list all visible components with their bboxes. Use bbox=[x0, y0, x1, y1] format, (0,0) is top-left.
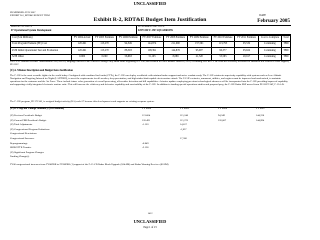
cost-header-cell: FY 2008 Estimate bbox=[164, 36, 188, 42]
summary-row-value: 17,300 bbox=[180, 137, 187, 140]
summary-row-label: SBIR/STTR Transfer bbox=[10, 146, 32, 150]
section-a-paragraph-2: The F-15E program, PE 271345, is assigned budget activity (BA) code 07 because this development work supports an existing weapons system. bbox=[10, 100, 155, 103]
intro-paragraph: The FY05 National Defense Authorization Act (NDAA) language directed F&E centers to change only about some beginning in FY06; this resulted in a new balance transfer (ABT) of funding over the FYDP from the accessory accounts for sustained test centers to O&E support, PE 0207. bbox=[10, 60, 290, 67]
cost-cell: 31,103 bbox=[140, 54, 164, 60]
cost-cell: TBD bbox=[281, 42, 290, 48]
cost-header-cell: Total bbox=[281, 36, 290, 42]
cost-cell: 0.000 bbox=[93, 54, 117, 60]
summary-header-cell: FY 2007 bbox=[256, 107, 266, 110]
summary-row-label: Funding Change(s) bbox=[10, 155, 30, 159]
date-value: February 2005 bbox=[257, 18, 290, 24]
summary-row-label: (U) Current PBR/President's Budget bbox=[10, 118, 47, 122]
summary-row-label: (U) Significant Program Changes: bbox=[10, 150, 45, 154]
cost-cell: Continuing bbox=[258, 48, 281, 54]
summary-row-value: 115,270 bbox=[180, 118, 189, 122]
cost-cell: 55,565 bbox=[211, 54, 235, 60]
cost-cell: 0.000 bbox=[72, 54, 93, 60]
summary-row-value: -0.849 bbox=[142, 141, 149, 145]
cost-cell: 144,874 bbox=[140, 42, 164, 48]
cost-cell: 5238 Other bbox=[11, 54, 72, 60]
page-number: Page 1 of 13 bbox=[143, 226, 157, 229]
cost-cell: 113,793 bbox=[211, 42, 235, 48]
cost-cell: 95,532 bbox=[235, 42, 259, 48]
cost-header-cell: Cost to Complete bbox=[258, 36, 281, 42]
summary-row-value: 121.604 bbox=[142, 114, 151, 117]
cost-header-cell: FY 2007 Estimate bbox=[140, 36, 164, 42]
summary-row-value: 115,246 bbox=[180, 114, 189, 117]
cost-header-cell: FY 2011 Estimate bbox=[235, 36, 259, 42]
section-a-title: (U) A. Mission Description and Budget Item Justification bbox=[10, 69, 73, 72]
cost-cell: 8,089 bbox=[164, 54, 188, 60]
cost-cell: TBD bbox=[281, 54, 290, 60]
cost-cell: 90,377 bbox=[211, 48, 235, 54]
summary-row-label: Reprogrammings bbox=[10, 141, 28, 145]
header-small-2: EXHIBIT R-2, RDT&E BUDGET ITEM bbox=[10, 14, 50, 17]
cost-cell: 120.491 bbox=[72, 42, 93, 48]
summary-row-value: -1,837 bbox=[180, 127, 187, 131]
pe-title: 0207134F F-15E SQUADRONS bbox=[138, 28, 173, 32]
cost-cell: 120.491 bbox=[72, 48, 93, 54]
cost-cell: 21,520 bbox=[187, 54, 211, 60]
summary-row-value: 144,894 bbox=[256, 118, 265, 122]
date-label: DATE bbox=[259, 14, 266, 17]
cost-cell: 95,622 bbox=[235, 48, 259, 54]
cost-cell: Continuing bbox=[258, 54, 281, 60]
cost-cell: 56,663 bbox=[116, 54, 140, 60]
cost-cell: 157,591 bbox=[187, 42, 211, 48]
summary-row-label: Congressional Increases bbox=[10, 137, 35, 140]
cost-cell: 211,090 bbox=[164, 42, 188, 48]
cost-cell: Total Program Element (PE) Cost bbox=[11, 42, 72, 48]
exhibit-title: Exhibit R-2, RDT&E Budget Item Justification bbox=[93, 17, 207, 23]
cost-cell: 144,876 bbox=[164, 48, 188, 54]
sub-page-number: 1412 bbox=[147, 212, 153, 215]
summary-row-label: Congressional Rescissions bbox=[10, 132, 37, 136]
cost-cell: 115,270 bbox=[93, 48, 117, 54]
summary-row-value: 144,226 bbox=[256, 114, 265, 117]
final-paragraph: FY06 congressional increases from FY06PBR to FY06PBR (1) support of the F-15 CD Radar Block Upgrade ($14.6M) and Radar Warning Receiver ($2.8M) bbox=[10, 163, 169, 166]
cost-cell: 108,391 bbox=[140, 48, 164, 54]
cost-header-cell: FY 2006 Estimate bbox=[116, 36, 140, 42]
summary-header-cell: FY 2005 bbox=[180, 107, 190, 110]
budget-activity-label: BUDGET ACTIVITY bbox=[11, 25, 33, 28]
cost-cell: Continuing bbox=[258, 42, 281, 48]
cost-table bbox=[10, 35, 291, 61]
summary-row-label: (U) Total Adjustments bbox=[10, 123, 33, 127]
summary-header-cell: FY 2006 bbox=[218, 107, 228, 110]
cost-header-cell: FY 2010 Estimate bbox=[211, 36, 235, 42]
cost-header-cell: FY 2005 Estimate bbox=[93, 36, 117, 42]
summary-row-value: 94,349 bbox=[218, 114, 225, 117]
cost-cell: 20,917 bbox=[235, 54, 259, 60]
summary-row-value: -1.103 bbox=[142, 123, 149, 127]
cost-header-cell: FY 2004 Actual bbox=[72, 36, 93, 42]
cost-cell: 93,907 bbox=[187, 48, 211, 54]
header-divider bbox=[136, 25, 137, 34]
summary-row-value: 14,617 bbox=[180, 123, 187, 127]
classification-top: UNCLASSIFIED bbox=[133, 1, 167, 6]
summary-row-value: 120.491 bbox=[142, 118, 151, 122]
summary-header-cell: FY 2004 bbox=[142, 107, 152, 110]
section-b-title: (U) B. Program Change Summary ($ in Millions) bbox=[10, 107, 65, 110]
cost-cell: 88,593 bbox=[116, 48, 140, 54]
cost-cell: 4539 Initial Operational Test and Evaluation bbox=[11, 48, 72, 54]
summary-row-label: (U) Previous President's Budget bbox=[10, 114, 43, 117]
cost-cell: TBD bbox=[281, 48, 290, 54]
summary-row-label: (U) Congressional Program Reductions bbox=[10, 127, 50, 131]
cost-header-cell: Cost ($ in Millions) bbox=[11, 36, 72, 42]
budget-activity: 07 Operational System Development bbox=[11, 28, 52, 32]
section-a-paragraph: The F-15E is the most versatile fighter in the world today. Configured with combined fuel tanks (CFTs), the F-15E can deploy worldwide with minimal tanker support and arrive combat-ready. The F-15E retains air superiority capability with systems such as Low Altitude Navigation and Targeting Infrared for Night (LANTIRN), to meet the requirements for all-weather, deep penetration, and high-stakes/dual-capable air-to-surface attack. The F-15E's avionics, armament, utilities, and engines must be improved and modernized, to maintain operations for the customer and the Air Force. These include future color generation of overall processing, all-weather detection and kill capabilities. Avionics updates employing previous technological advances will be incorporated into the F-15E providing improved capability and supporting a fully integrated electronic warfare suite. This will increase the efficiency and defensive capability and survivability of the F-15E. In addition to funding special operations studies and proposal prep, the F-15E Radar BSP moved from PE 0207134F, F-15A-D. bbox=[10, 74, 288, 87]
header-small-1: PB MEMBER: DAY 2007 bbox=[10, 11, 36, 14]
summary-row-value: 120,667 bbox=[218, 118, 227, 122]
summary-row-value: -2.126 bbox=[142, 146, 149, 150]
pe-label: PE NUMBER AND TITLE bbox=[138, 25, 165, 28]
classification-bottom: UNCLASSIFIED bbox=[133, 219, 167, 224]
cost-cell: 94,349 bbox=[116, 42, 140, 48]
cost-header-cell: FY 2009 Estimate bbox=[187, 36, 211, 42]
cost-cell: 115,270 bbox=[93, 42, 117, 48]
